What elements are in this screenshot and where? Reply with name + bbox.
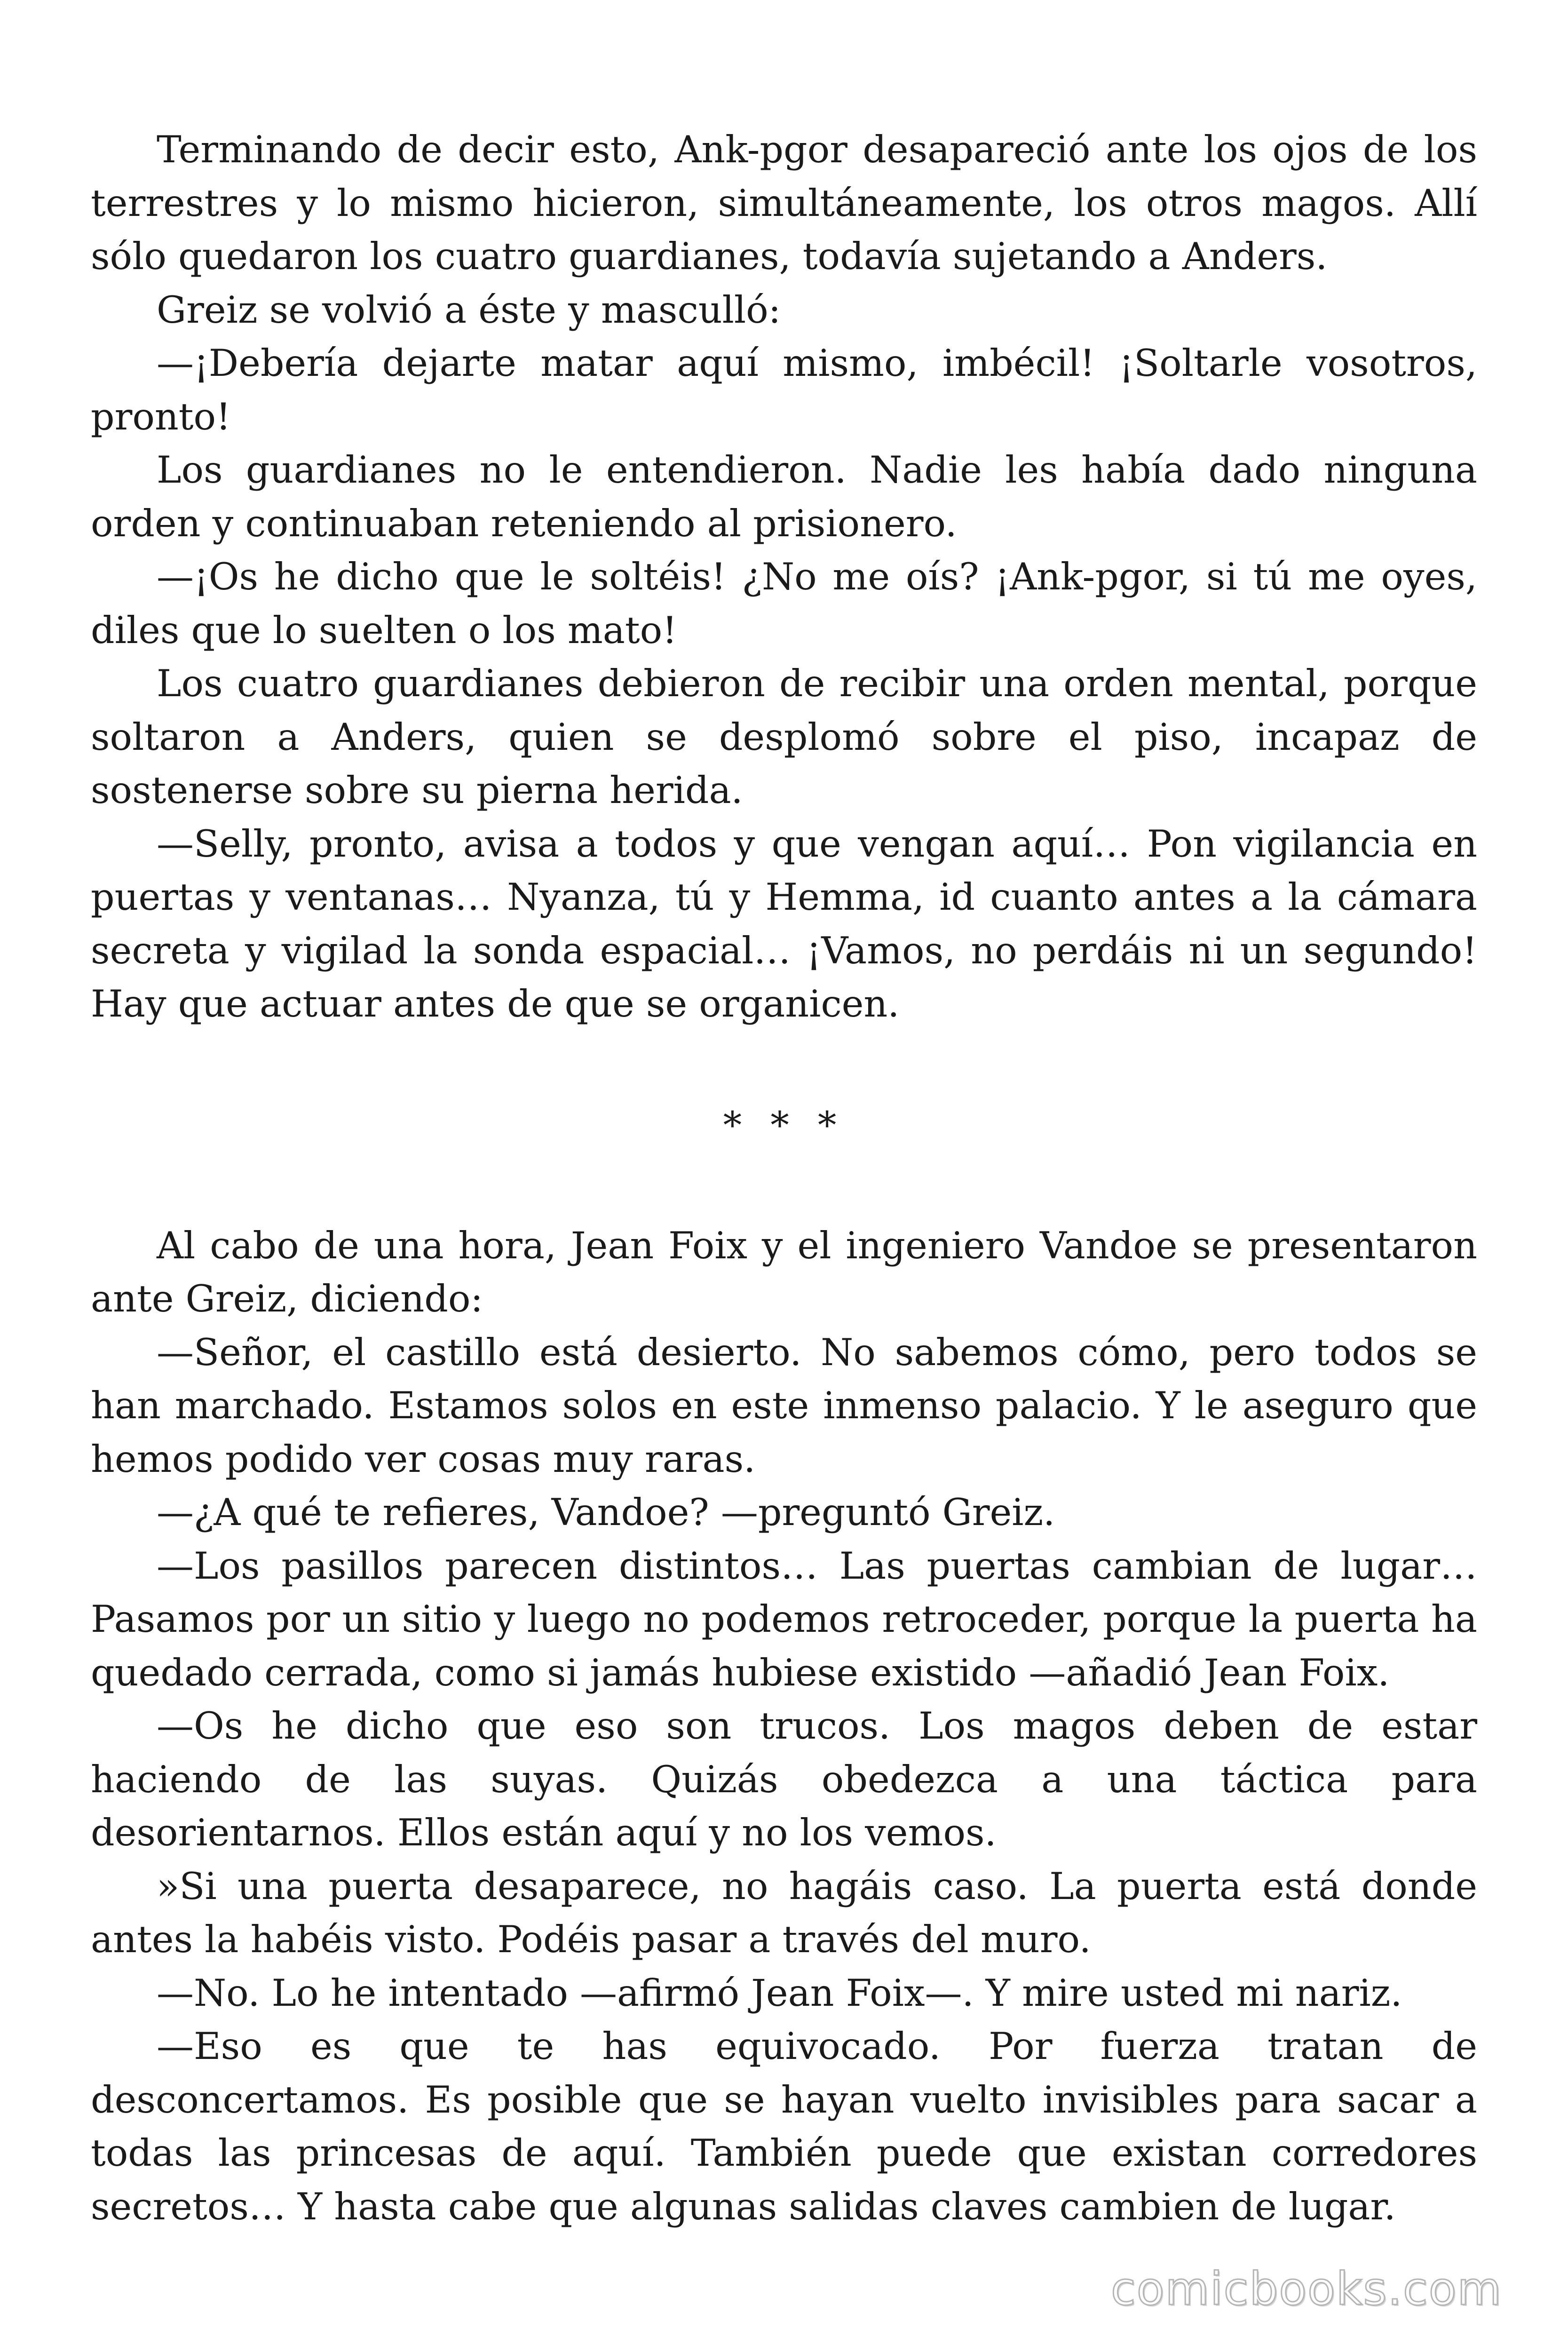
paragraph: —¡Os he dicho que le soltéis! ¿No me oís? ¡Ank-pgor, si tú me oyes, diles que lo suelten o los mato!: [91, 555, 1477, 652]
paragraph: —Os he dicho que eso son trucos. Los magos deben de estar haciendo de las suyas. Quizás obedezca a una táctica para desorientarnos. Ellos están aquí y no los vemos.: [91, 1704, 1477, 1854]
paragraph: —Selly, pronto, avisa a todos y que vengan aquí… Pon vigilancia en puertas y ventanas… Nyanza, tú y Hemma, id cuanto antes a la cámara secreta y vigilad la sonda espacial… ¡Vamos, no perdáis ni un segundo! Hay que actuar antes de que se organicen.: [91, 822, 1477, 1025]
paragraph: Greiz se volvió a éste y masculló:: [157, 288, 781, 332]
paragraph: Los guardianes no le entendieron. Nadie les había dado ninguna orden y continuaban reteniendo al prisionero.: [91, 448, 1477, 545]
paragraph: —¡Debería dejarte matar aquí mismo, imbécil! ¡Soltarle vosotros, pronto!: [91, 342, 1477, 438]
section-break: * * *: [723, 1103, 845, 1147]
book-page: [91, 123, 1477, 2233]
paragraph: Terminando de decir esto, Ank-pgor desapareció ante los ojos de los terrestres y lo mismo hicieron, simultáneamente, los otros magos. Allí sólo quedaron los cuatro guardianes, todavía sujetando a Anders.: [91, 128, 1477, 278]
paragraph: —Eso es que te has equivocado. Por fuerza tratan de desconcertamos. Es posible que se hayan vuelto invisibles para sacar a todas las princesas de aquí. También puede que existan corredores secretos… Y hasta cabe que algunas salidas claves cambien de lugar.: [91, 2025, 1477, 2228]
paragraph: Los cuatro guardianes debieron de recibir una orden mental, porque soltaron a Anders, quien se desplomó sobre el piso, incapaz de sostenerse sobre su pierna herida.: [91, 662, 1477, 812]
paragraph: Al cabo de una hora, Jean Foix y el ingeniero Vandoe se presentaron ante Greiz, diciendo:: [91, 1224, 1477, 1320]
watermark: comicbooks.com: [1110, 2263, 1502, 2315]
paragraph: —No. Lo he intentado —afirmó Jean Foix—. Y mire usted mi nariz.: [157, 1971, 1402, 2015]
paragraph: —¿A qué te refieres, Vandoe? —preguntó Greiz.: [157, 1491, 1055, 1534]
paragraph: »Si una puerta desaparece, no hagáis caso. La puerta está donde antes la habéis visto. Podéis pasar a través del muro.: [91, 1864, 1477, 1961]
paragraph: —Señor, el castillo está desierto. No sabemos cómo, pero todos se han marchado. Estamos solos en este inmenso palacio. Y le aseguro que hemos podido ver cosas muy raras.: [91, 1330, 1477, 1481]
paragraph: —Los pasillos parecen distintos… Las puertas cambian de lugar… Pasamos por un sitio y luego no podemos retroceder, porque la puerta ha quedado cerrada, como si jamás hubiese existido —añadió Jean Foix.: [91, 1544, 1477, 1694]
